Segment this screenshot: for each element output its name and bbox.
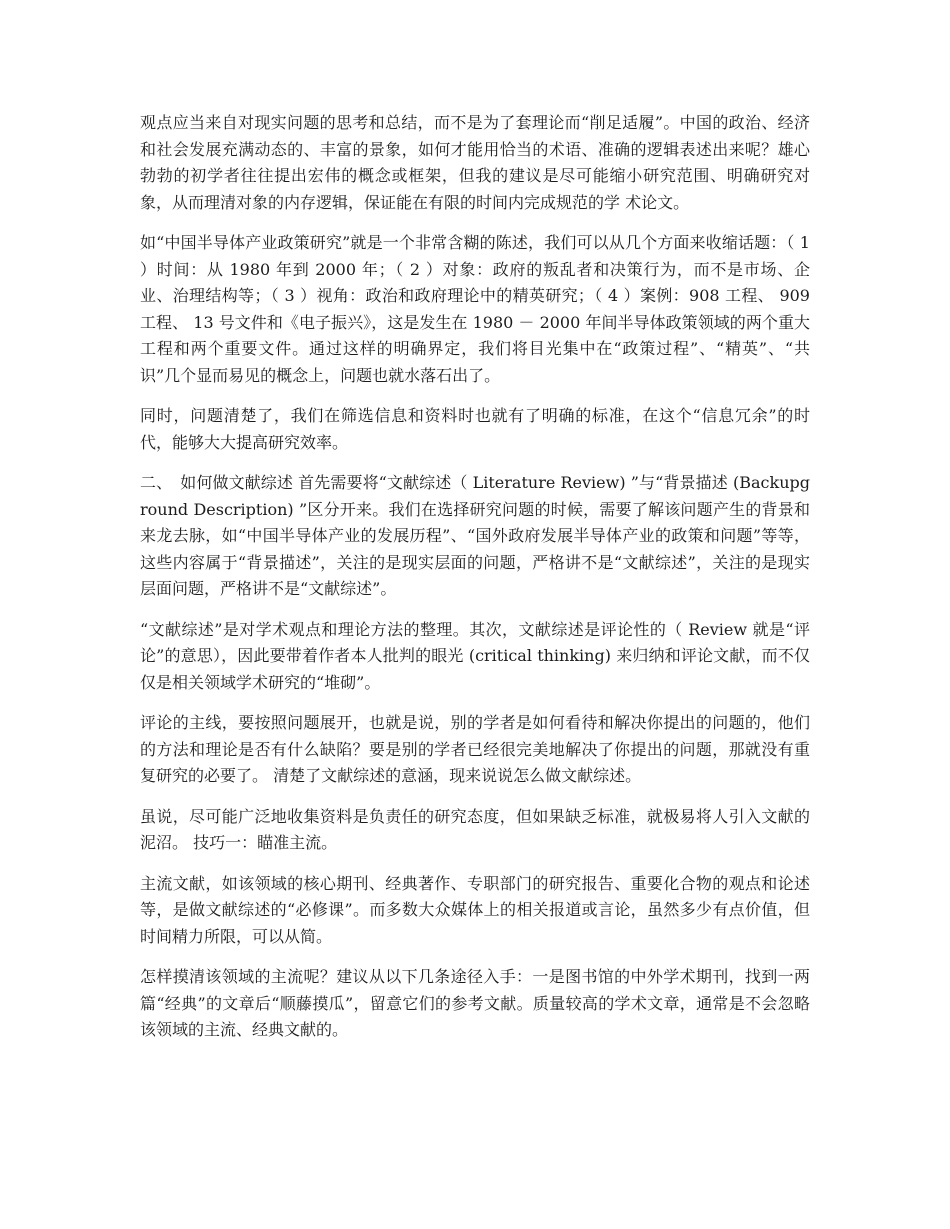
paragraph-topic-narrowing-example: 如“中国半导体产业政策研究”就是一个非常含糊的陈述，我们可以从几个方面来收缩话题：（ 1 ）时间：从 1980 年到 2000 年；（ 2 ）对象：政府的叛乱者和决策行为，而不是市场、企业、治理结构等；（ 3 ）视角：政治和政府理论中的精英研究；（ 4 ）案例：908 工程、 909 工程、 13 号文件和《电子振兴》，这是发生在 1980 － 2000 年间半导体政策领域的两个重大工程和两个重要文件。通过这样的明确界定，我们将目光集中在“政策过程”、“精英”、“共识”几个显而易见的概念上，问题也就水落石出了。 bbox=[140, 233, 810, 385]
paragraph-tip-one: 虽说，尽可能广泛地收集资料是负责任的研究态度，但如果缺乏标准，就极易将人引入文献的泥沼。 技巧一：瞄准主流。 bbox=[140, 806, 810, 852]
paragraph-information-criteria: 同时，问题清楚了，我们在筛选信息和资料时也就有了明确的标准，在这个“信息冗余”的时代，能够大大提高研究效率。 bbox=[140, 406, 810, 452]
paragraph-literature-review-definition: “文献综述”是对学术观点和理论方法的整理。其次，文献综述是评论性的（ Review 就是“评论”的意思），因此要带着作者本人批判的眼光 (critical thinking) 来归纳和评论文献，而不仅仅是相关领域学术研究的“堆砌”。 bbox=[140, 619, 810, 692]
paragraph-review-mainline: 评论的主线，要按照问题展开，也就是说，别的学者是如何看待和解决你提出的问题的，他们的方法和理论是否有什么缺陷？要是别的学者已经很完美地解决了你提出的问题，那就没有重复研究的必要了。 清楚了文献综述的意涵，现来说说怎么做文献综述。 bbox=[140, 713, 810, 785]
paragraph-mainstream-literature: 主流文献，如该领域的核心期刊、经典著作、专职部门的研究报告、重要化合物的观点和论述等，是做文献综述的“必修课”。而多数大众媒体上的相关报道或言论，虽然多少有点价值，但时间精力所限，可以从简。 bbox=[140, 873, 810, 946]
paragraph-literature-review-heading: 二、 如何做文献综述 首先需要将“文献综述（ Literature Review) ”与“背景描述 (Backupground Description) ”区分开来。我们在选择研究问题的时候，需要了解该问题产生的背景和来龙去脉，如“中国半导体产业的发展历程”、“国外政府发展半导体产业的政策和问题”等等，这些内容属于“背景描述”，关注的是现实层面的问题，严格讲不是“文献综述”，关注的是现实层面问题，严格讲不是“文献综述”。 bbox=[140, 473, 810, 598]
paragraph-finding-mainstream: 怎样摸清该领域的主流呢？建议从以下几条途径入手：一是图书馆的中外学术期刊，找到一两篇“经典”的文章后“顺藤摸瓜”，留意它们的参考文献。质量较高的学术文章，通常是不会忽略该领域的主流、经典文献的。 bbox=[140, 967, 810, 1039]
document-page bbox=[140, 110, 810, 1058]
paragraph-research-scope: 观点应当来自对现实问题的思考和总结，而不是为了套理论而“削足适履”。中国的政治、经济和社会发展充满动态的、丰富的景象，如何才能用恰当的术语、准确的逻辑表述出来呢？雄心勃勃的初学者往往提出宏伟的概念或框架，但我的建议是尽可能缩小研究范围、明确研究对象，从而理清对象的内存逻辑，保证能在有限的时间内完成规范的学 术论文。 bbox=[140, 113, 810, 212]
